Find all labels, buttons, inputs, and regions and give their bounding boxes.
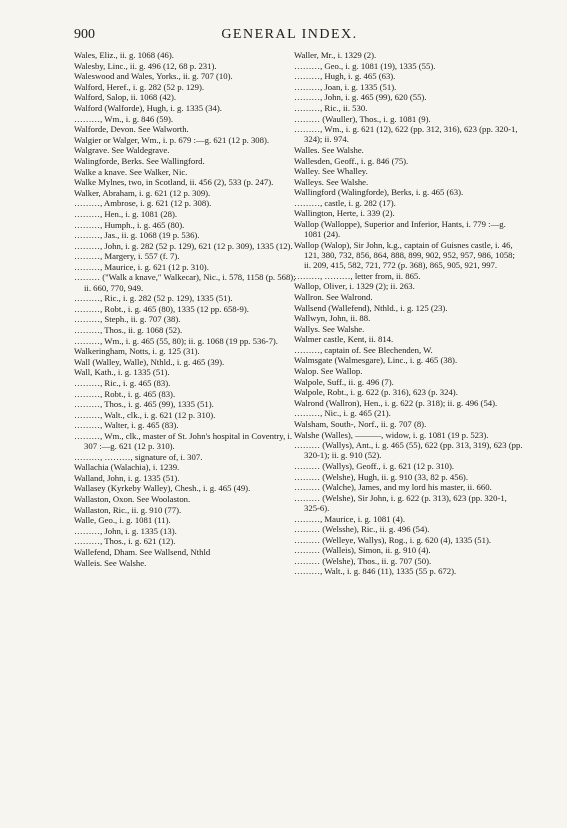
index-entry: Wallop (Walloppe), Superior and Inferior, Hants, i. 779 :—g. 1081 (24). <box>294 219 506 240</box>
index-column-right <box>294 50 524 577</box>
index-entry: ……… (Walleis), Simon, ii. g. 910 (4). <box>294 545 431 556</box>
index-entry: Walforde, Devon. See Walworth. <box>74 124 189 135</box>
index-entry: ………, Maurice, i. g. 621 (12 p. 310). <box>74 261 209 272</box>
index-entry: Walkeringham, Notts, i. g. 125 (31). <box>74 346 200 357</box>
index-entry: ………, John, i. g. 282 (52 p. 129), 621 (12 p. 309), 1335 (12). <box>74 240 293 251</box>
index-entry: Walgrave. See Waldegrave. <box>74 145 170 156</box>
index-entry: Wallwyn, John, ii. 88. <box>294 313 371 324</box>
index-entry: ………, ………, letter from, ii. 865. <box>294 270 421 281</box>
index-entry: ……… (Walche), James, and my lord his master, ii. 660. <box>294 482 492 493</box>
index-entry: ………, Geo., i. g. 1081 (19), 1335 (55). <box>294 60 436 71</box>
index-entry: Walingforde, Berks. See Wallingford. <box>74 155 205 166</box>
index-entry: Walke Mylnes, two, in Scotland, ii. 456 (2), 533 (p. 247). <box>74 177 274 188</box>
index-entry: Walles. See Walshe. <box>294 144 364 155</box>
index-entry: Wallys. See Walshe. <box>294 323 365 334</box>
index-entry: ………, Wm., clk., master of St. John's hospital in Coventry, i. 307 :—g. 621 (12 p. 310). <box>74 430 293 452</box>
page-number: 900 <box>74 27 95 42</box>
index-entry: ……… ("Walk a knave," Walkecar), Nic., i. 578, 1158 (p. 568); ii. 660, 770, 949. <box>74 272 296 293</box>
index-entry: Walford (Walforde), Hugh, i. g. 1335 (34). <box>74 102 222 113</box>
index-entry: Walleis. See Walshe. <box>74 557 147 568</box>
index-entry: ……… (Welleye, Wallys), Rog., i. g. 620 (4), 1335 (51). <box>294 534 492 545</box>
index-entry: Walmsgate (Walmesgare), Linc., i. g. 465 (38). <box>294 355 458 366</box>
index-entry: Walesby, Linc., ii. g. 496 (12, 68 p. 231). <box>74 60 217 71</box>
index-entry: Walop. See Wallop. <box>294 366 363 377</box>
index-entry: ………, ………, signature of, i. 307. <box>74 451 203 462</box>
index-entry: Wall (Walley, Walle), Nthld., i. g. 465 (39). <box>74 356 225 367</box>
index-entry: Waller, Mr., i. 1329 (2). <box>294 50 377 60</box>
index-entry: ………, Wm., i. g. 621 (12), 622 (pp. 312, 316), 623 (pp. 320-1, 324); ii. 974. <box>294 124 518 145</box>
index-entry: Wallop, Oliver, i. 1329 (2); ii. 263. <box>294 281 415 292</box>
index-entry: Wallaston, Oxon. See Woolaston. <box>74 494 191 505</box>
index-entry: ………, Humph., i. g. 465 (80). <box>74 219 185 230</box>
index-entry: ………, castle, i. g. 282 (17). <box>294 197 396 208</box>
index-entry: Wallop (Walop), Sir John, k.g., captain of Guisnes castle, i. 46, 121, 380, 732, 856, 864, 888, 899, 902, 952, 957, 986, 1058; ii. 209, 415, 582, 721, 772 (p. 368), 865, 905, 921, 997. <box>294 239 515 271</box>
index-entry: Wallefend, Dham. See Wallsend, Nthld <box>74 547 211 558</box>
index-entry: Walpole, Robt., i. g. 622 (p. 316), 623 (p. 324). <box>294 387 458 398</box>
index-entry: Wallasey (Kyrkeby Walley), Chesh., i. g. 465 (49). <box>74 483 251 494</box>
index-entry: ………, Maurice, i. g. 1081 (4). <box>294 513 405 524</box>
index-entry: ………, Wm., i. g. 846 (59). <box>74 113 174 124</box>
index-entry: Walker, Abraham, i. g. 621 (12 p. 309). <box>74 187 211 198</box>
index-entry: ………, Ric., i. g. 282 (52 p. 129), 1335 (51). <box>74 293 233 304</box>
index-entry: Walleys. See Walshe. <box>294 176 369 187</box>
index-entry: Wales, Eliz., ii. g. 1068 (46). <box>74 50 174 60</box>
index-entry: Walmer castle, Kent, ii. 814. <box>294 334 394 345</box>
index-entry: ……… (Welshe), Sir John, i. g. 622 (p. 313), 623 (pp. 320-1, 325-6). <box>294 492 507 513</box>
index-entry: Walley. See Whalley. <box>294 166 368 177</box>
index-entry: Wallesden, Geoff., i. g. 846 (75). <box>294 155 409 166</box>
index-entry: Walke a knave. See Walker, Nic. <box>74 166 188 177</box>
index-entry: ………, Walt., clk., i. g. 621 (12 p. 310). <box>74 409 216 420</box>
index-entry: Walgier or Walger, Wm., i. p. 679 :—g. 621 (12 p. 308). <box>74 134 270 145</box>
index-entry: Wall, Kath., i. g. 1335 (51). <box>74 367 170 378</box>
index-entry: Walsham, South-, Norf., ii. g. 707 (8). <box>294 419 427 430</box>
index-entry: Waleswood and Wales, Yorks., ii. g. 707 (10). <box>74 71 233 82</box>
index-entry: Wallaston, Ric., ii. g. 910 (77). <box>74 504 182 515</box>
index-entry: ………, Thos., i. g. 465 (99), 1335 (51). <box>74 399 214 410</box>
index-entry: ……… (Welsshe), Ric., ii. g. 496 (54). <box>294 524 430 535</box>
index-entry: ………, Thos., i. g. 621 (12). <box>74 536 176 547</box>
index-entry: ……… (Wauller), Thos., i. g. 1081 (9). <box>294 113 431 124</box>
index-entry: ………, Ambrose, i. g. 621 (12 p. 308). <box>74 198 212 209</box>
index-entry: Walland, John, i. g. 1335 (51). <box>74 472 180 483</box>
index-entry: ………, Walter, i. g. 465 (83). <box>74 420 179 431</box>
index-entry: ……… (Welshe), Thos., ii. g. 707 (50). <box>294 555 432 566</box>
index-entry: Wallsend (Wallefend), Nthld., i. g. 125 (23). <box>294 302 448 313</box>
index-entry: ……… (Wallys), Geoff., i. g. 621 (12 p. 310). <box>294 460 455 471</box>
index-entry: ………, Joan, i. g. 1335 (51). <box>294 81 397 92</box>
index-entry: ………, John, i. g. 1335 (13). <box>74 525 177 536</box>
index-entry: ………, Walt., i. g. 846 (11), 1335 (55 p. 672). <box>294 566 457 577</box>
index-entry: Walford, Heref., i. g. 282 (52 p. 129). <box>74 81 205 92</box>
index-entry: ………, Thos., ii. g. 1068 (52). <box>74 325 183 335</box>
index-entry: ………, Jas., ii. g. 1068 (19 p. 536). <box>74 230 200 241</box>
index-entry: ………, Hugh, i. g. 465 (63). <box>294 71 396 82</box>
index-column-left <box>74 50 304 568</box>
index-entry: Walrond (Wallron), Hen., i. g. 622 (p. 318); ii. g. 496 (54). <box>294 397 498 408</box>
index-entry: ………, John, i. g. 465 (99), 620 (55). <box>294 92 427 103</box>
index-entry: ………, Ric., ii. 530. <box>294 102 368 113</box>
index-entry: ………, captain of. See Blechenden, W. <box>294 344 433 355</box>
index-entry: ………, Nic., i. g. 465 (21). <box>294 408 391 419</box>
index-entry: ……… (Wallys), Ant., i. g. 465 (55), 622 (pp. 313, 319), 623 (pp. 320-1); ii. g. 910 (52). <box>294 440 523 461</box>
index-entry: ………, Hen., i. g. 1081 (28). <box>74 208 178 219</box>
index-entry: ………, Robt., i. g. 465 (80), 1335 (12 pp. 658-9). <box>74 303 249 314</box>
page-title: GENERAL INDEX. <box>221 27 358 42</box>
index-entry: Walshe (Walles), ———, widow, i. g. 1081 (19 p. 523). <box>294 429 489 440</box>
index-entry: Wallachia (Walachia), i. 1239. <box>74 462 180 473</box>
page-header <box>74 27 505 43</box>
index-entry: Wallingford (Walingforde), Berks, i. g. 465 (63). <box>294 187 464 198</box>
index-entry: ………, Ric., i. g. 465 (83). <box>74 377 171 388</box>
index-entry: ………, Steph., ii. g. 707 (38). <box>74 314 181 325</box>
index-entry: Wallron. See Walrond. <box>294 291 373 302</box>
index-entry: ………, Wm., i. g. 465 (55, 80); ii. g. 1068 (19 pp. 536-7). <box>74 335 278 346</box>
index-entry: ………, Robt., i. g. 465 (83). <box>74 388 176 399</box>
index-entry: Wallington, Herte, i. 339 (2). <box>294 208 395 219</box>
index-entry: ………, Margery, i. 557 (f. 7). <box>74 251 180 262</box>
index-entry: Walpole, Suff., ii. g. 496 (7). <box>294 376 394 387</box>
index-entry: ……… (Welshe), Hugh, ii. g. 910 (33, 82 p. 456). <box>294 471 468 482</box>
index-entry: Walford, Salop, ii. 1068 (42). <box>74 92 177 103</box>
index-entry: Walle, Geo., i. g. 1081 (11). <box>74 515 171 526</box>
